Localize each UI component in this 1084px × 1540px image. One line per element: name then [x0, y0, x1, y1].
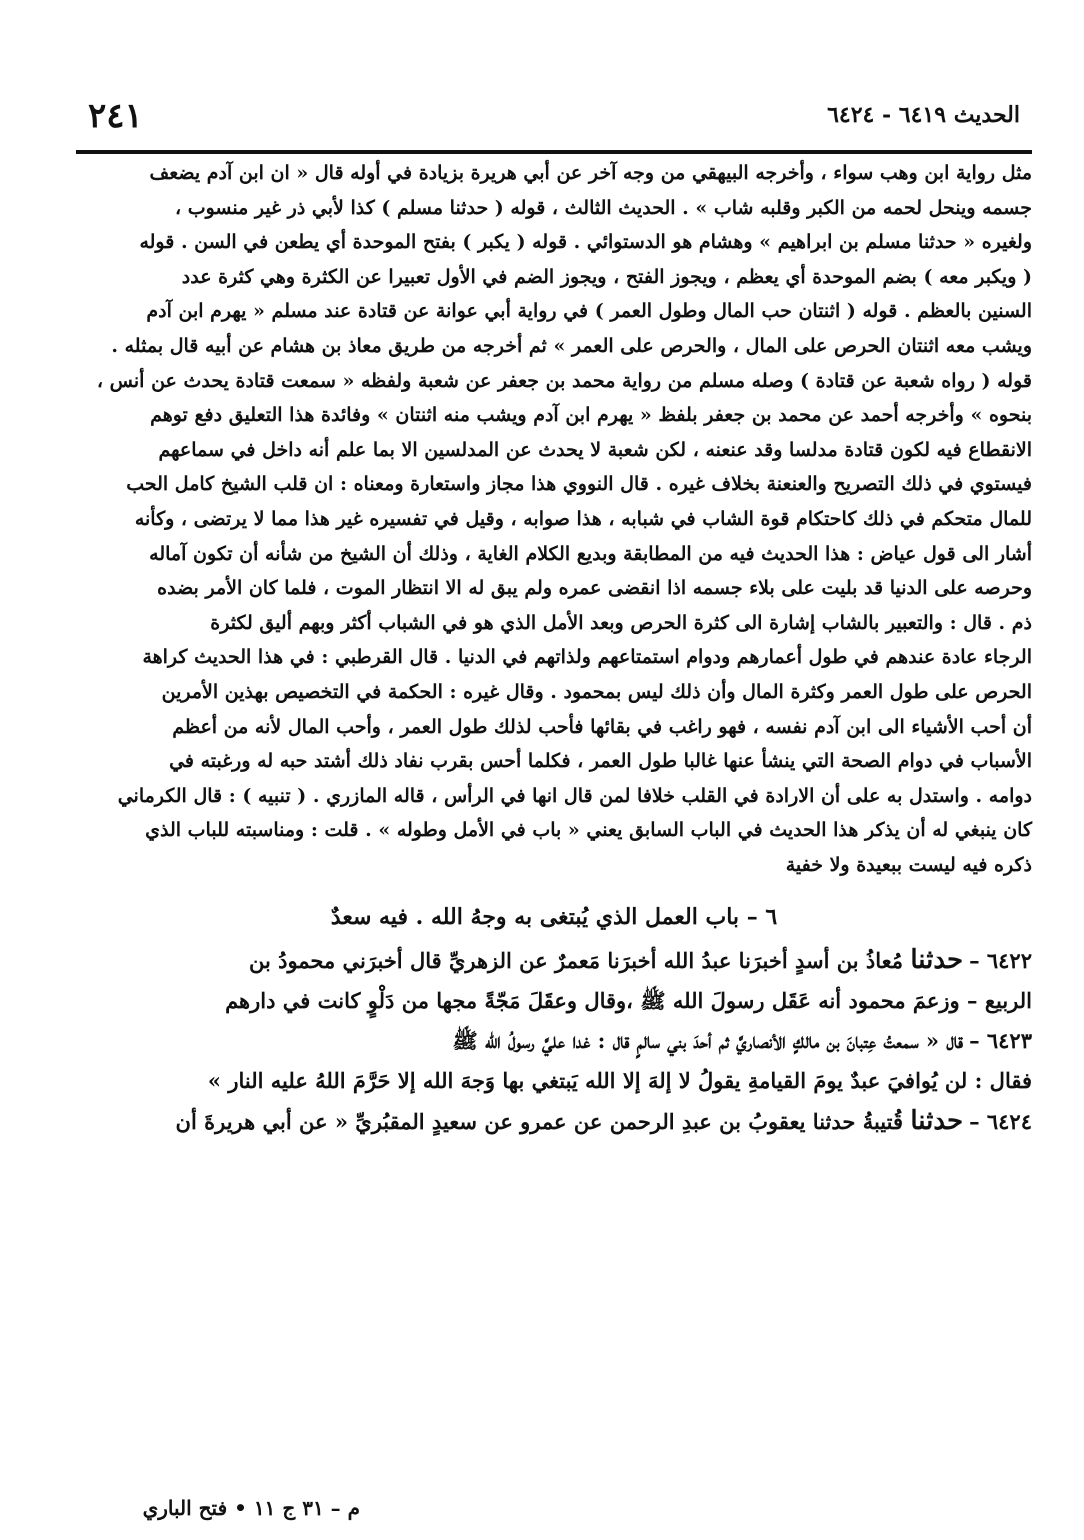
footer-signature: م – ٣١ ج ١١ • فتح الباري: [142, 1496, 360, 1520]
commentary-line: ويشب معه اثنتان الحرص على المال ، والحرص على العمر » ثم أخرجه من طريق معاذ بن هشام عن أبيه قال بمثله .: [111, 334, 1032, 357]
commentary-line: أن أحب الأشياء الى ابن آدم نفسه ، فهو راغب في بقائها فأحب لذلك طول العمر ، وأحب المال لأنه من أعظم: [172, 715, 1032, 738]
commentary-line: فيستوي في ذلك التصريح والعنعنة بخلاف غيره . قال النووي هذا مجاز واستعارة ومعناه : ان قلب الشيخ كامل الحب: [126, 473, 1032, 496]
commentary-line: بنحوه » وأخرجه أحمد عن محمد بن جعفر بلفظ « يهرم ابن آدم ويشب منه اثنتان » وفائدة هذا التعليق دفع توهم: [150, 404, 1032, 427]
page-header: [70, 92, 1030, 148]
hadith-6422: [76, 940, 1032, 1021]
hadith-6423: [76, 1021, 1032, 1101]
hadith-line: [76, 940, 1032, 981]
commentary-line: الأسباب في دوام الصحة التي ينشأ عنها غالبا طول العمر ، فكلما أحس بقرب نفاد ذلك أشتد حبه له ورغبته في: [169, 750, 1032, 773]
hadith-number: ٦٤٢٢ –: [969, 948, 1032, 974]
hadith-text: قال « سمعتُ عِتبانَ بن مالكٍ الأنصاريَّ ثم أحدَ بني سالمٍ قال : غدا عليَّ رسولُ الله ﷺ: [452, 1028, 964, 1054]
chapter-heading: ٦ – باب العمل الذي يُبتغى به وجهُ الله . فيه سعدٌ: [330, 904, 778, 931]
commentary-line: وحرصه على الدنيا قد بليت على بلاء جسمه اذا انقضى عمره ولم يبق له الا انتظار الموت ، فلما كان الأمر بضده: [157, 577, 1032, 600]
commentary-line: السنين بالعظم . قوله ( اثنتان حب المال وطول العمر ) في رواية أبي عوانة عن قتادة عند مسلم « يهرم ابن آدم: [146, 300, 1032, 323]
page-number: ٢٤١: [88, 96, 143, 136]
hadith-line: [76, 1101, 1032, 1142]
hadith-line: فقال : لن يُوافيَ عبدٌ يومَ القيامةِ يقولُ لا إلهَ إلا الله يَبتغي بها وَجهَ الله إلا حَرَّمَ اللهُ عليه النار »: [207, 1068, 1032, 1094]
commentary-line: دوامه . واستدل به على أن الارادة في القلب خلافا لمن قال انها في الرأس ، قاله المازري . ( تنبيه ) : قال الكرماني: [117, 784, 1032, 807]
commentary-line: الرجاء عادة عندهم في طول أعمارهم ودوام استمتاعهم ولذاتهم في الدنيا . قال القرطبي : في هذا الحديث كراهة: [142, 646, 1032, 669]
commentary-line: ولغيره « حدثنا مسلم بن ابراهيم » وهشام هو الدستوائي . قوله ( يكبر ) بفتح الموحدة أي يطعن في السن . قوله: [139, 231, 1032, 254]
commentary-line: قوله ( رواه شعبة عن قتادة ) وصله مسلم من رواية محمد بن جعفر عن شعبة ولفظه « سمعت قتادة يحدث عن أنس ،: [96, 369, 1032, 392]
hadith-line: الربيع – وزعمَ محمود أنه عَقَل رسولَ الله ﷺ ،وقال وعقَلَ مَجّةً مجها من دَلْوٍ كانت في دارهم: [225, 988, 1032, 1014]
commentary-line: ذم . قال : والتعبير بالشاب إشارة الى كثرة الحرص وبعد الأمل الذي هو في الشباب أكثر وبهم أليق لكثرة: [210, 611, 1032, 634]
commentary-line: مثل رواية ابن وهب سواء ، وأخرجه البيهقي من وجه آخر عن أبي هريرة بزيادة في أوله قال « ان ابن آدم يضعف: [149, 162, 1032, 184]
commentary-line: للمال متحكم في ذلك كاحتكام قوة الشاب في شبابه ، هذا صوابه ، وقيل في تفسيره غير هذا مما لا يرتضى ، وكأنه: [134, 507, 1032, 530]
commentary-line: ذكره فيه ليست ببعيدة ولا خفية: [785, 853, 1032, 876]
hadith-line: [76, 1021, 1032, 1061]
hadith-number: ٦٤٢٤ –: [969, 1109, 1032, 1135]
commentary-line: كان ينبغي له أن يذكر هذا الحديث في الباب السابق يعني « باب في الأمل وطوله » . قلت : ومناسبته للباب الذي: [145, 819, 1032, 842]
haddathana-word: حدثنا: [910, 1106, 964, 1137]
commentary-line: ( ويكبر معه ) بضم الموحدة أي يعظم ، ويجوز الفتح ، ويجوز الضم في الأول تعبيرا عن الكثرة وهي كثرة عدد: [181, 265, 1032, 288]
commentary-line: الانقطاع فيه لكون قتادة مدلسا وقد عنعنه ، لكن شعبة لا يحدث عن المدلسين الا بما علم أنه داخل في سماعهم: [158, 438, 1032, 461]
commentary-line: أشار الى قول عياض : هذا الحديث فيه من المطابقة وبديع الكلام الغاية ، وذلك أن الشيخ من شأنه أن تكون آماله: [149, 542, 1032, 565]
header-rule: [76, 150, 1032, 154]
hadith-6424: [76, 1101, 1032, 1142]
hadith-number: ٦٤٢٣ –: [969, 1028, 1032, 1054]
hadith-text: مُعاذُ بن أسدٍ أخبرَنا عبدُ الله أخبرَنا مَعمرٌ عن الزهريِّ قال أخبرَني محمودُ بن: [248, 948, 904, 974]
commentary-line: جسمه وينحل لحمه من الكبر وقلبه شاب » . الحديث الثالث ، قوله ( حدثنا مسلم ) كذا لأبي ذر غير منسوب ،: [174, 196, 1032, 219]
commentary: [76, 156, 1032, 882]
commentary-line: الحرص على طول العمر وكثرة المال وأن ذلك ليس بمحمود . وقال غيره : الحكمة في التخصيص بهذين الأمرين: [161, 680, 1032, 703]
haddathana-word: حدثنا: [910, 945, 964, 976]
body-text: [76, 156, 1032, 1142]
running-title: الحديث ٦٤١٩ - ٦٤٢٤: [827, 102, 1020, 128]
hadith-text: قُتيبةُ حدثنا يعقوبُ بن عبدِ الرحمن عن عمرو عن سعيدٍ المقبُريِّ « عن أبي هريرةَ أن: [175, 1109, 904, 1135]
